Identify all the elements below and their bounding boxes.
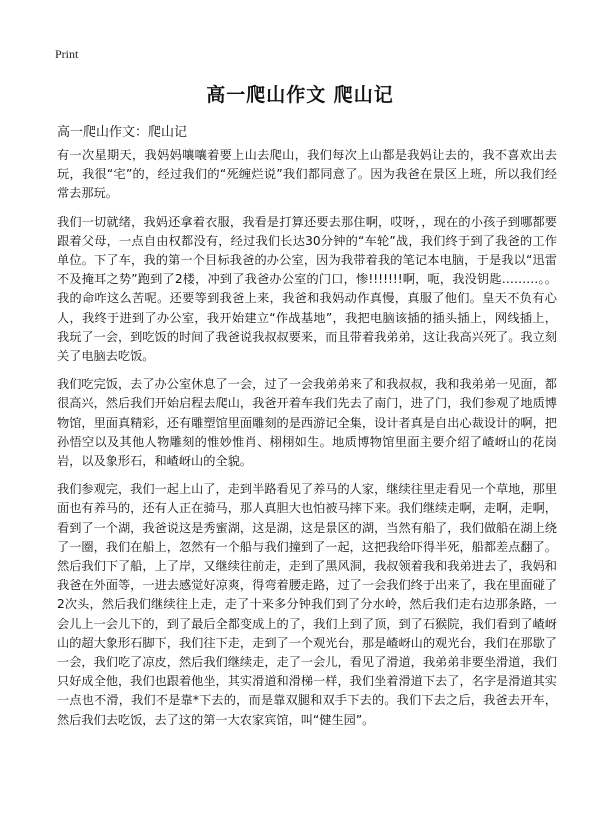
paragraph: 我们吃完饭，去了办公室休息了一会，过了一会我弟弟来了和我叔叔，我和我弟弟一见面，都很高兴，然后我们开始启程去爬山，我爸开着车我们先去了南门，进了门，我们参观了地质博物馆，里面真精彩，还有雕塑馆里面雕刻的是西游记全集，设计者真是自出心裁设计的啊，把孙悟空以及其他人物雕刻的惟妙惟肖、栩栩如生。地质博物馆里面主要介绍了嵖岈山的花岗岩，以及象形石，和嵖岈山的全貌。 [57, 377, 557, 469]
page-title: 高一爬山作文 爬山记 [206, 84, 394, 106]
article-subtitle: 高一爬山作文：爬山记 [57, 125, 188, 140]
article-body [57, 146, 557, 739]
print-label[interactable]: Print [55, 47, 79, 61]
paragraph: 我们一切就绪，我妈还拿着衣服，我看是打算还要去那住啊，哎呀，，现在的小孩子到哪都要跟着父母，一点自由权都没有，经过我们长达30分钟的“车轮”战，我们终于到了我爸的工作单位。下了车，我的第一个目标我爸的办公室，因为我带着我的笔记本电脑，于是我以“迅雷不及掩耳之势”跑到了2楼，冲到了我爸办公室的门口，惨!!!!!!!啊，呃，我没钥匙………。。我的命咋这么苦呢。还要等到我爸上来，我爸和我妈动作真慢，真服了他们。皇天不负有心人，我终于进到了办公室，我开始建立“作战基地”，我把电脑该插的插头插上，网线插上，我玩了一会，到吃饭的时间了我爸说我叔叔要来，而且带着我弟弟，这让我高兴死了。我立刻关了电脑去吃饭。 [57, 214, 557, 364]
paragraph: 我们参观完，我们一起上山了，走到半路看见了养马的人家，继续往里走看见一个草地，那里面也有养马的，还有人正在骑马，那人真胆大也怕被马摔下来。我们继续走啊，走啊，走啊，看到了一个湖，我爸说这是秀蜜湖，这是湖，这是景区的湖，当然有船了，我们做船在湖上绕了一圈，我们在船上，忽然有一个船与我们撞到了一起，这把我给吓得半死，船都差点翻了。然后我们下了船，上了岸，又继续往前走，走到了黑风洞，我叔领着我和我弟进去了，我妈和我爸在外面等，一进去感觉好凉爽，得弯着腰走路，过了一会我们终于出来了，我在里面碰了2次头，然后我们继续往上走，走了十来多分钟我们到了分水岭，然后我们走右边那条路，一会儿上一会儿下的，到了最后全都变成上的了，我们上到了顶，到了石猴院，我们看到了嵖岈山的超大象形石脚下，我们往下走，走到了一个观光台，那是嵖岈山的观光台，我们在那歇了一会，我们吃了凉皮，然后我们继续走，走了一会儿，看见了滑道，我弟弟非要坐滑道，我们只好成全他，我们也跟着他坐，其实滑道和滑梯一样，我们坐着滑道下去了，名字是滑道其实一点也不滑，我们不是靠*下去的，而是靠双腿和双手下去的。我们下去之后，我爸去开车，然后我们去吃饭，去了这的第一大农家宾馆，叫“健生园”。 [57, 482, 557, 727]
paragraph: 有一次星期天，我妈妈嚷嚷着要上山去爬山，我们每次上山都是我妈让去的，我不喜欢出去玩，我很“宅”的，经过我们的“死缠烂说”我们都同意了。因为我爸在景区上班，所以我们经常去那玩。 [57, 148, 557, 201]
